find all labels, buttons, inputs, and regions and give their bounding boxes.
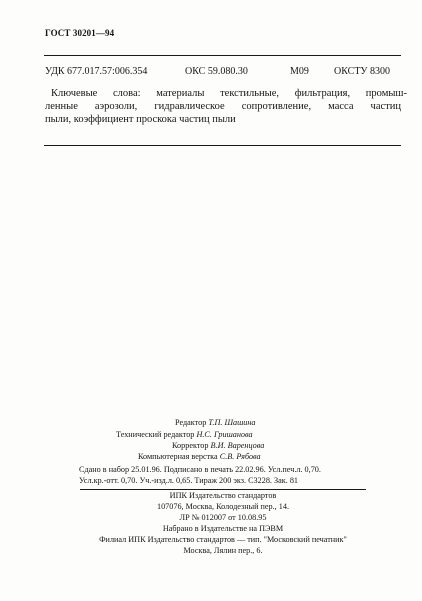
publisher-line-4: Набрано в Издательстве на ПЭВМ [162, 524, 284, 533]
editor-line [175, 418, 256, 427]
publisher-line-3: ЛР № 012007 от 10.08.95 [179, 513, 267, 522]
publisher-line-2: 107076, Москва, Колодезный пер., 14. [156, 502, 290, 511]
layout-label: Компьютерная верстка [138, 452, 218, 461]
publisher-line-1: ИПК Издательство стандартов [169, 491, 277, 500]
publisher-line-5: Филиал ИПК Издательство стандартов — тип. "Московский печатник" [99, 535, 347, 544]
corrector-line [172, 441, 264, 450]
tech-editor-label: Технический редактор [116, 430, 195, 439]
corrector-label: Корректор [172, 441, 209, 450]
layout-line [138, 452, 261, 461]
keywords-line-1: Ключевые слова: материалы текстильные, фильтрация, промыш- [51, 88, 407, 99]
publisher-line-6: Москва, Лялин пер., 6. [183, 546, 263, 555]
keywords-line-2: ленные аэрозоли, гидравлическое сопротивление, масса частиц [45, 101, 401, 112]
gost-code: ГОСТ 30201—94 [45, 28, 115, 38]
editor-label: Редактор [175, 418, 207, 427]
publisher-divider [80, 489, 366, 490]
print-info-line-1: Сдано в набор 25.01.96. Подписано в печать 22.02.96. Усл.печ.л. 0,70. [79, 465, 321, 474]
corrector-name: В.И. Варенцова [210, 441, 265, 450]
keywords-line-3: пыли, коэффициент проскока частиц пыли [45, 114, 236, 125]
udk-code: УДК 677.017.57:006.354 [45, 66, 148, 77]
tech-editor-line [116, 430, 253, 439]
tech-editor-name: Н.С. Гришанова [196, 430, 253, 439]
group-code: М09 [290, 66, 309, 77]
layout-name: С.В. Рябова [219, 452, 261, 461]
middle-divider [44, 145, 401, 146]
editor-name: Т.П. Шашина [208, 418, 256, 427]
print-info-line-2: Усл.кр.-отт. 0,70. Уч.-изд.л. 0,65. Тираж 200 экз. С3228. Зак. 81 [79, 476, 299, 485]
top-divider [44, 55, 401, 56]
oks-code: ОКС 59.080.30 [185, 66, 248, 77]
okstu-code: ОКСТУ 8300 [334, 66, 391, 77]
